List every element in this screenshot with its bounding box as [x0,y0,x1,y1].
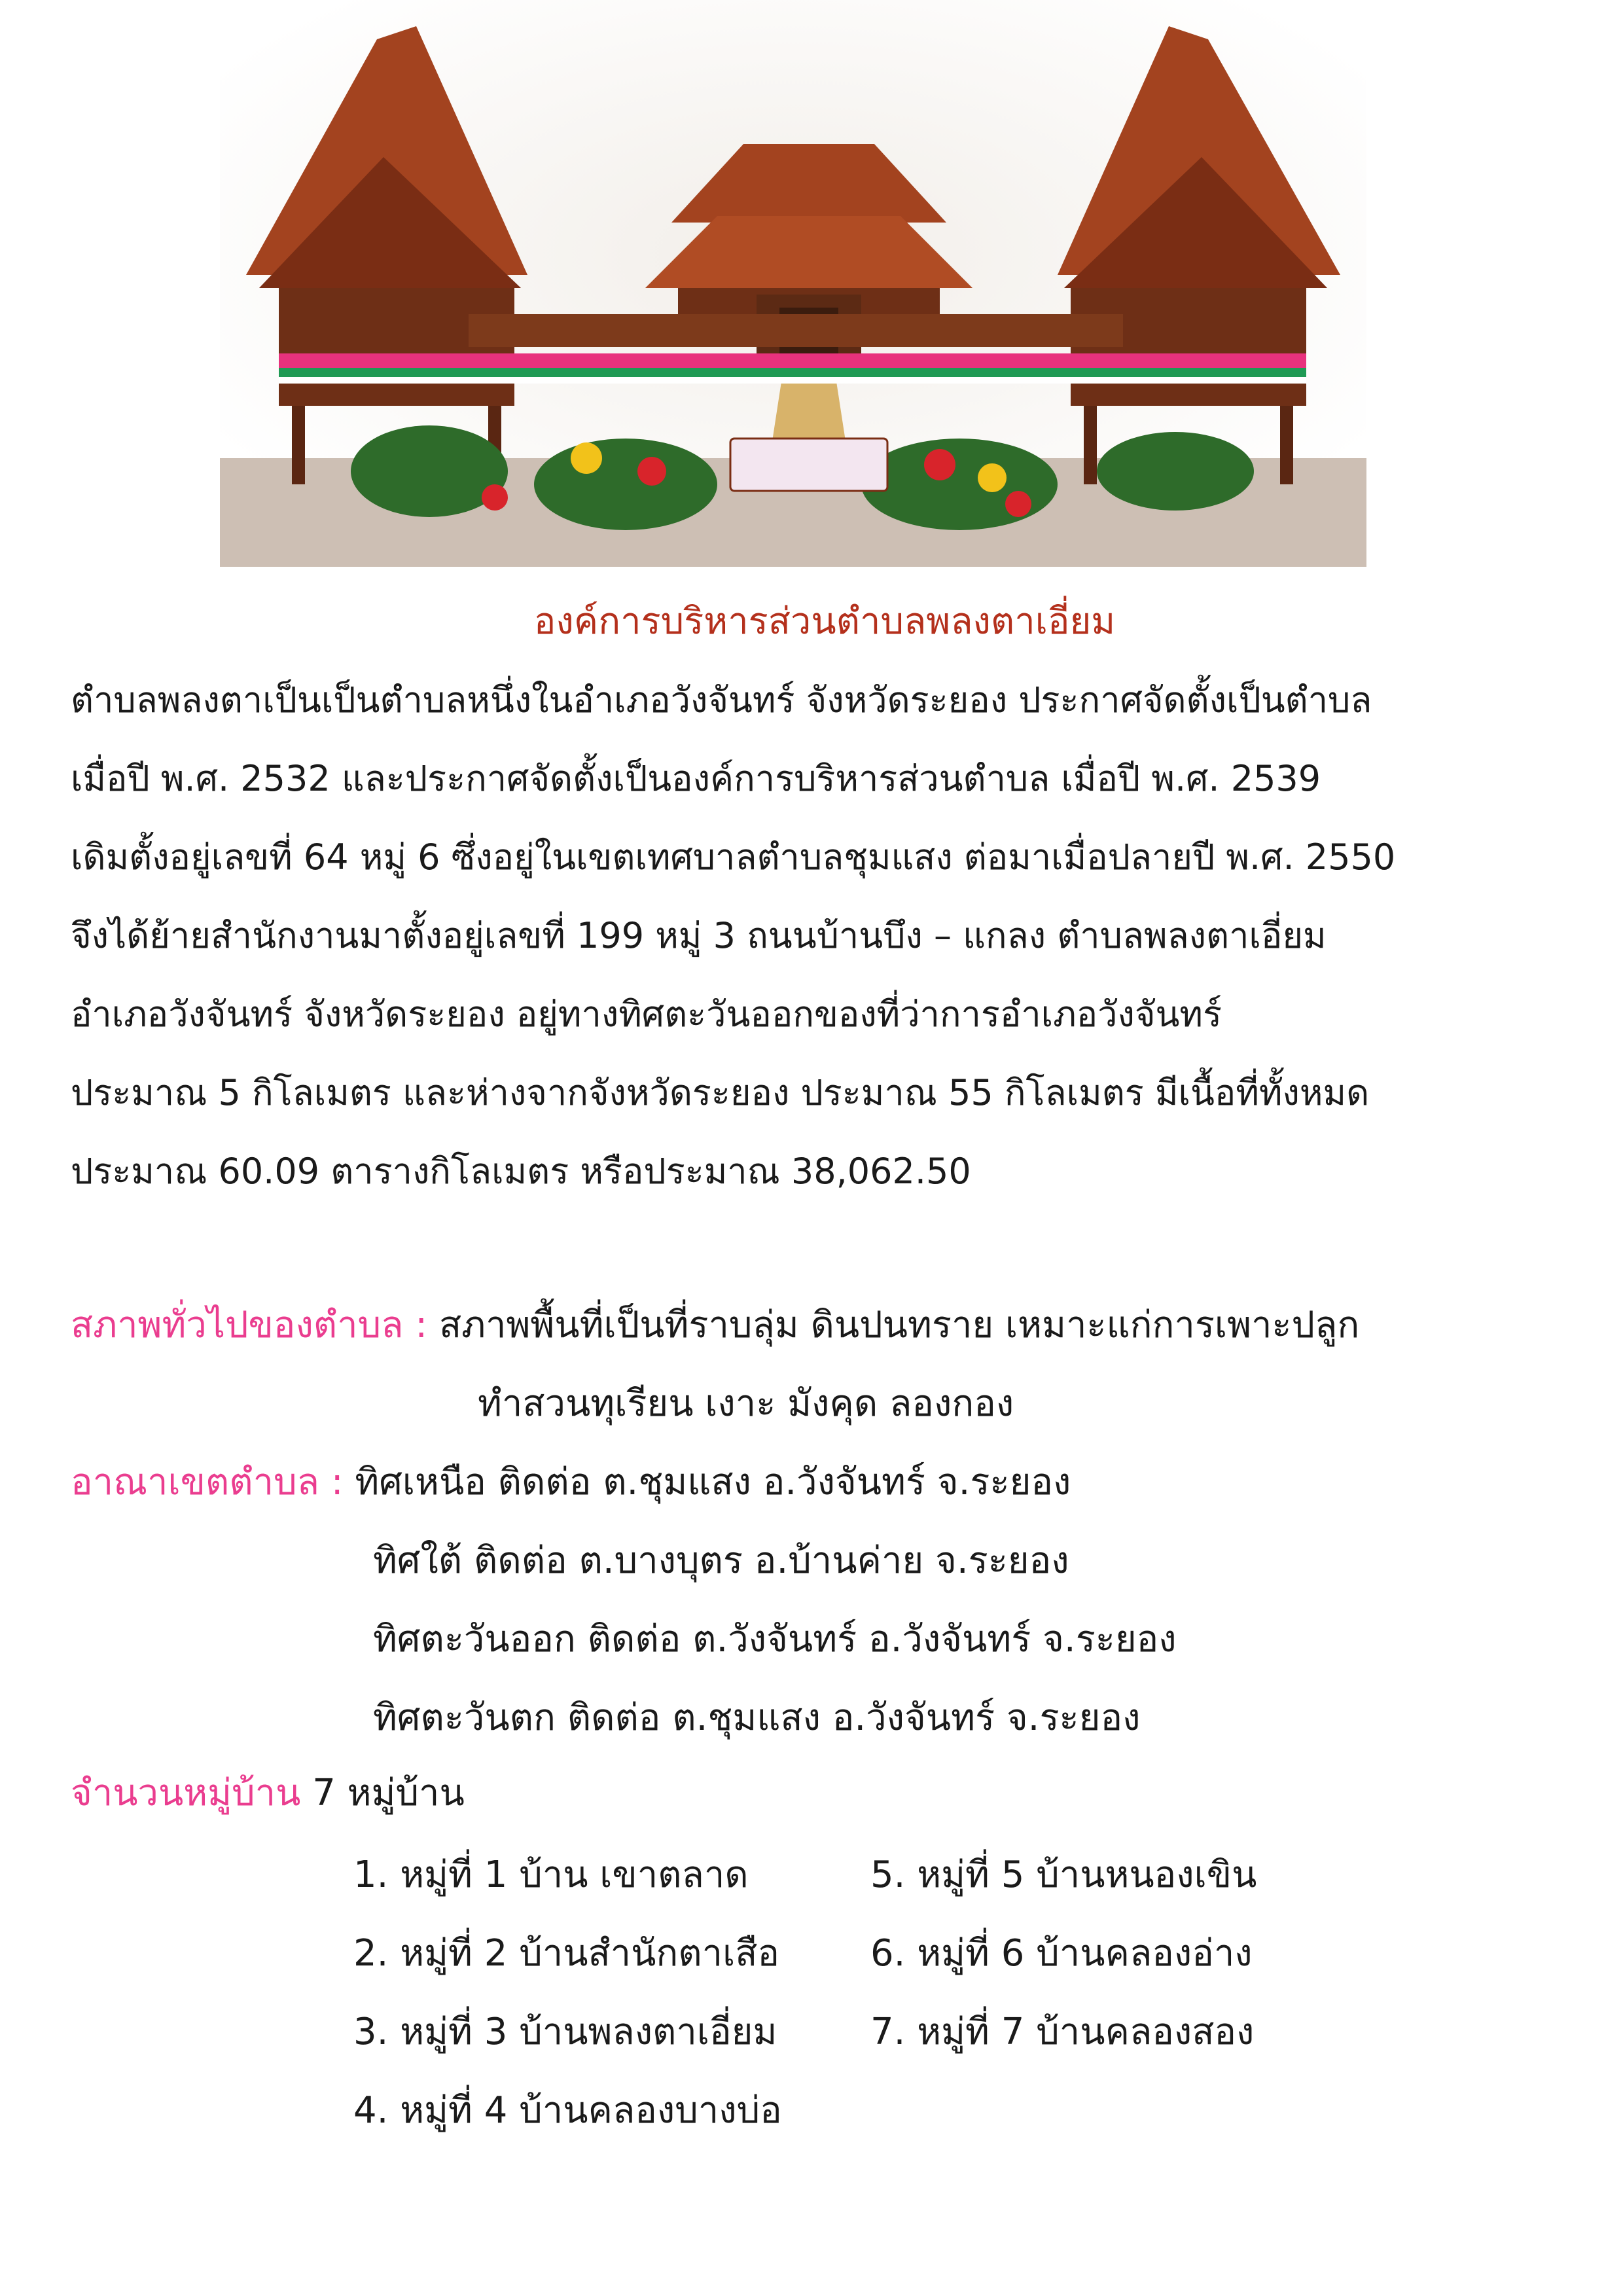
intro-line: ประมาณ 60.09 ตารางกิโลเมตร หรือประมาณ 38,062.50 [71,1151,971,1192]
village-item: 6. หมู่ที่ 6 บ้านคลองอ่าง [870,1932,1253,1975]
villages-row [71,1767,465,1820]
boundary-label: อาณาเขตตำบล : [71,1461,344,1503]
building-illustration [220,0,1366,567]
boundary-line: ทิศใต้ ติดต่อ ต.บางบุตร อ.บ้านค่าย จ.ระยอง [373,1539,1069,1582]
boundary-line: ทิศเหนือ ติดต่อ ต.ชุมแสง อ.วังจันทร์ จ.ระยอง [355,1461,1071,1503]
boundary-line: ทิศตะวันตก ติดต่อ ต.ชุมแสง อ.วังจันทร์ จ.ระยอง [373,1696,1141,1739]
village-item: 2. หมู่ที่ 2 บ้านสำนักตาเสือ [353,1932,780,1975]
intro-line: อำเภอวังจันทร์ จังหวัดระยอง อยู่ทางทิศตะวันออกของที่ว่าการอำเภอวังจันทร์ [71,994,1222,1035]
village-item: 4. หมู่ที่ 4 บ้านคลองบางบ่อ [353,2089,782,2132]
page-title: องค์การบริหารส่วนตำบลพลงตาเอี่ยม [533,600,1116,643]
village-item: 7. หมู่ที่ 7 บ้านคลองสอง [870,2011,1255,2053]
village-item: 3. หมู่ที่ 3 บ้านพลงตาเอี่ยม [353,2011,777,2053]
boundary-row [71,1456,1071,1509]
general-label: สภาพทั่วไปของตำบล : [71,1304,428,1346]
intro-line: จึงได้ย้ายสำนักงานมาตั้งอยู่เลขที่ 199 หมู่ 3 ถนนบ้านบึง – แกลง ตำบลพลงตาเอี่ยม [71,915,1327,956]
intro-line: ตำบลพลงตาเป็นเป็นตำบลหนึ่งในอำเภอวังจันทร์ จังหวัดระยอง ประกาศจัดตั้งเป็นตำบล [71,679,1372,721]
welcome-sign [730,439,887,491]
veranda-railing [469,314,1123,347]
intro-line: เดิมตั้งอยู่เลขที่ 64 หมู่ 6 ซึ่งอยู่ในเขตเทศบาลตำบลชุมแสง ต่อมาเมื่อปลายปี พ.ศ. 2550 [71,836,1396,878]
general-row [71,1299,1359,1352]
village-item: 5. หมู่ที่ 5 บ้านหนองเขิน [870,1854,1257,1896]
festive-banners [279,353,1306,384]
header-photo [220,0,1366,567]
intro-line: เมื่อปี พ.ศ. 2532 และประกาศจัดตั้งเป็นองค์การบริหารส่วนตำบล เมื่อปี พ.ศ. 2539 [71,758,1321,799]
villages-count: 7 หมู่บ้าน [312,1772,465,1814]
village-item: 1. หมู่ที่ 1 บ้าน เขาตลาด [353,1854,749,1896]
villages-label: จำนวนหมู่บ้าน [71,1772,301,1814]
general-line: ทำสวนทุเรียน เงาะ มังคุด ลองกอง [478,1382,1014,1425]
boundary-line: ทิศตะวันออก ติดต่อ ต.วังจันทร์ อ.วังจันทร์ จ.ระยอง [373,1618,1177,1660]
intro-line: ประมาณ 5 กิโลเมตร และห่างจากจังหวัดระยอง ประมาณ 55 กิโลเมตร มีเนื้อที่ทั้งหมด [71,1072,1370,1113]
intro-paragraph [71,661,1576,1211]
general-line: สภาพพื้นที่เป็นที่ราบลุ่ม ดินปนทราย เหมาะแก่การเพาะปลูก [438,1304,1360,1346]
